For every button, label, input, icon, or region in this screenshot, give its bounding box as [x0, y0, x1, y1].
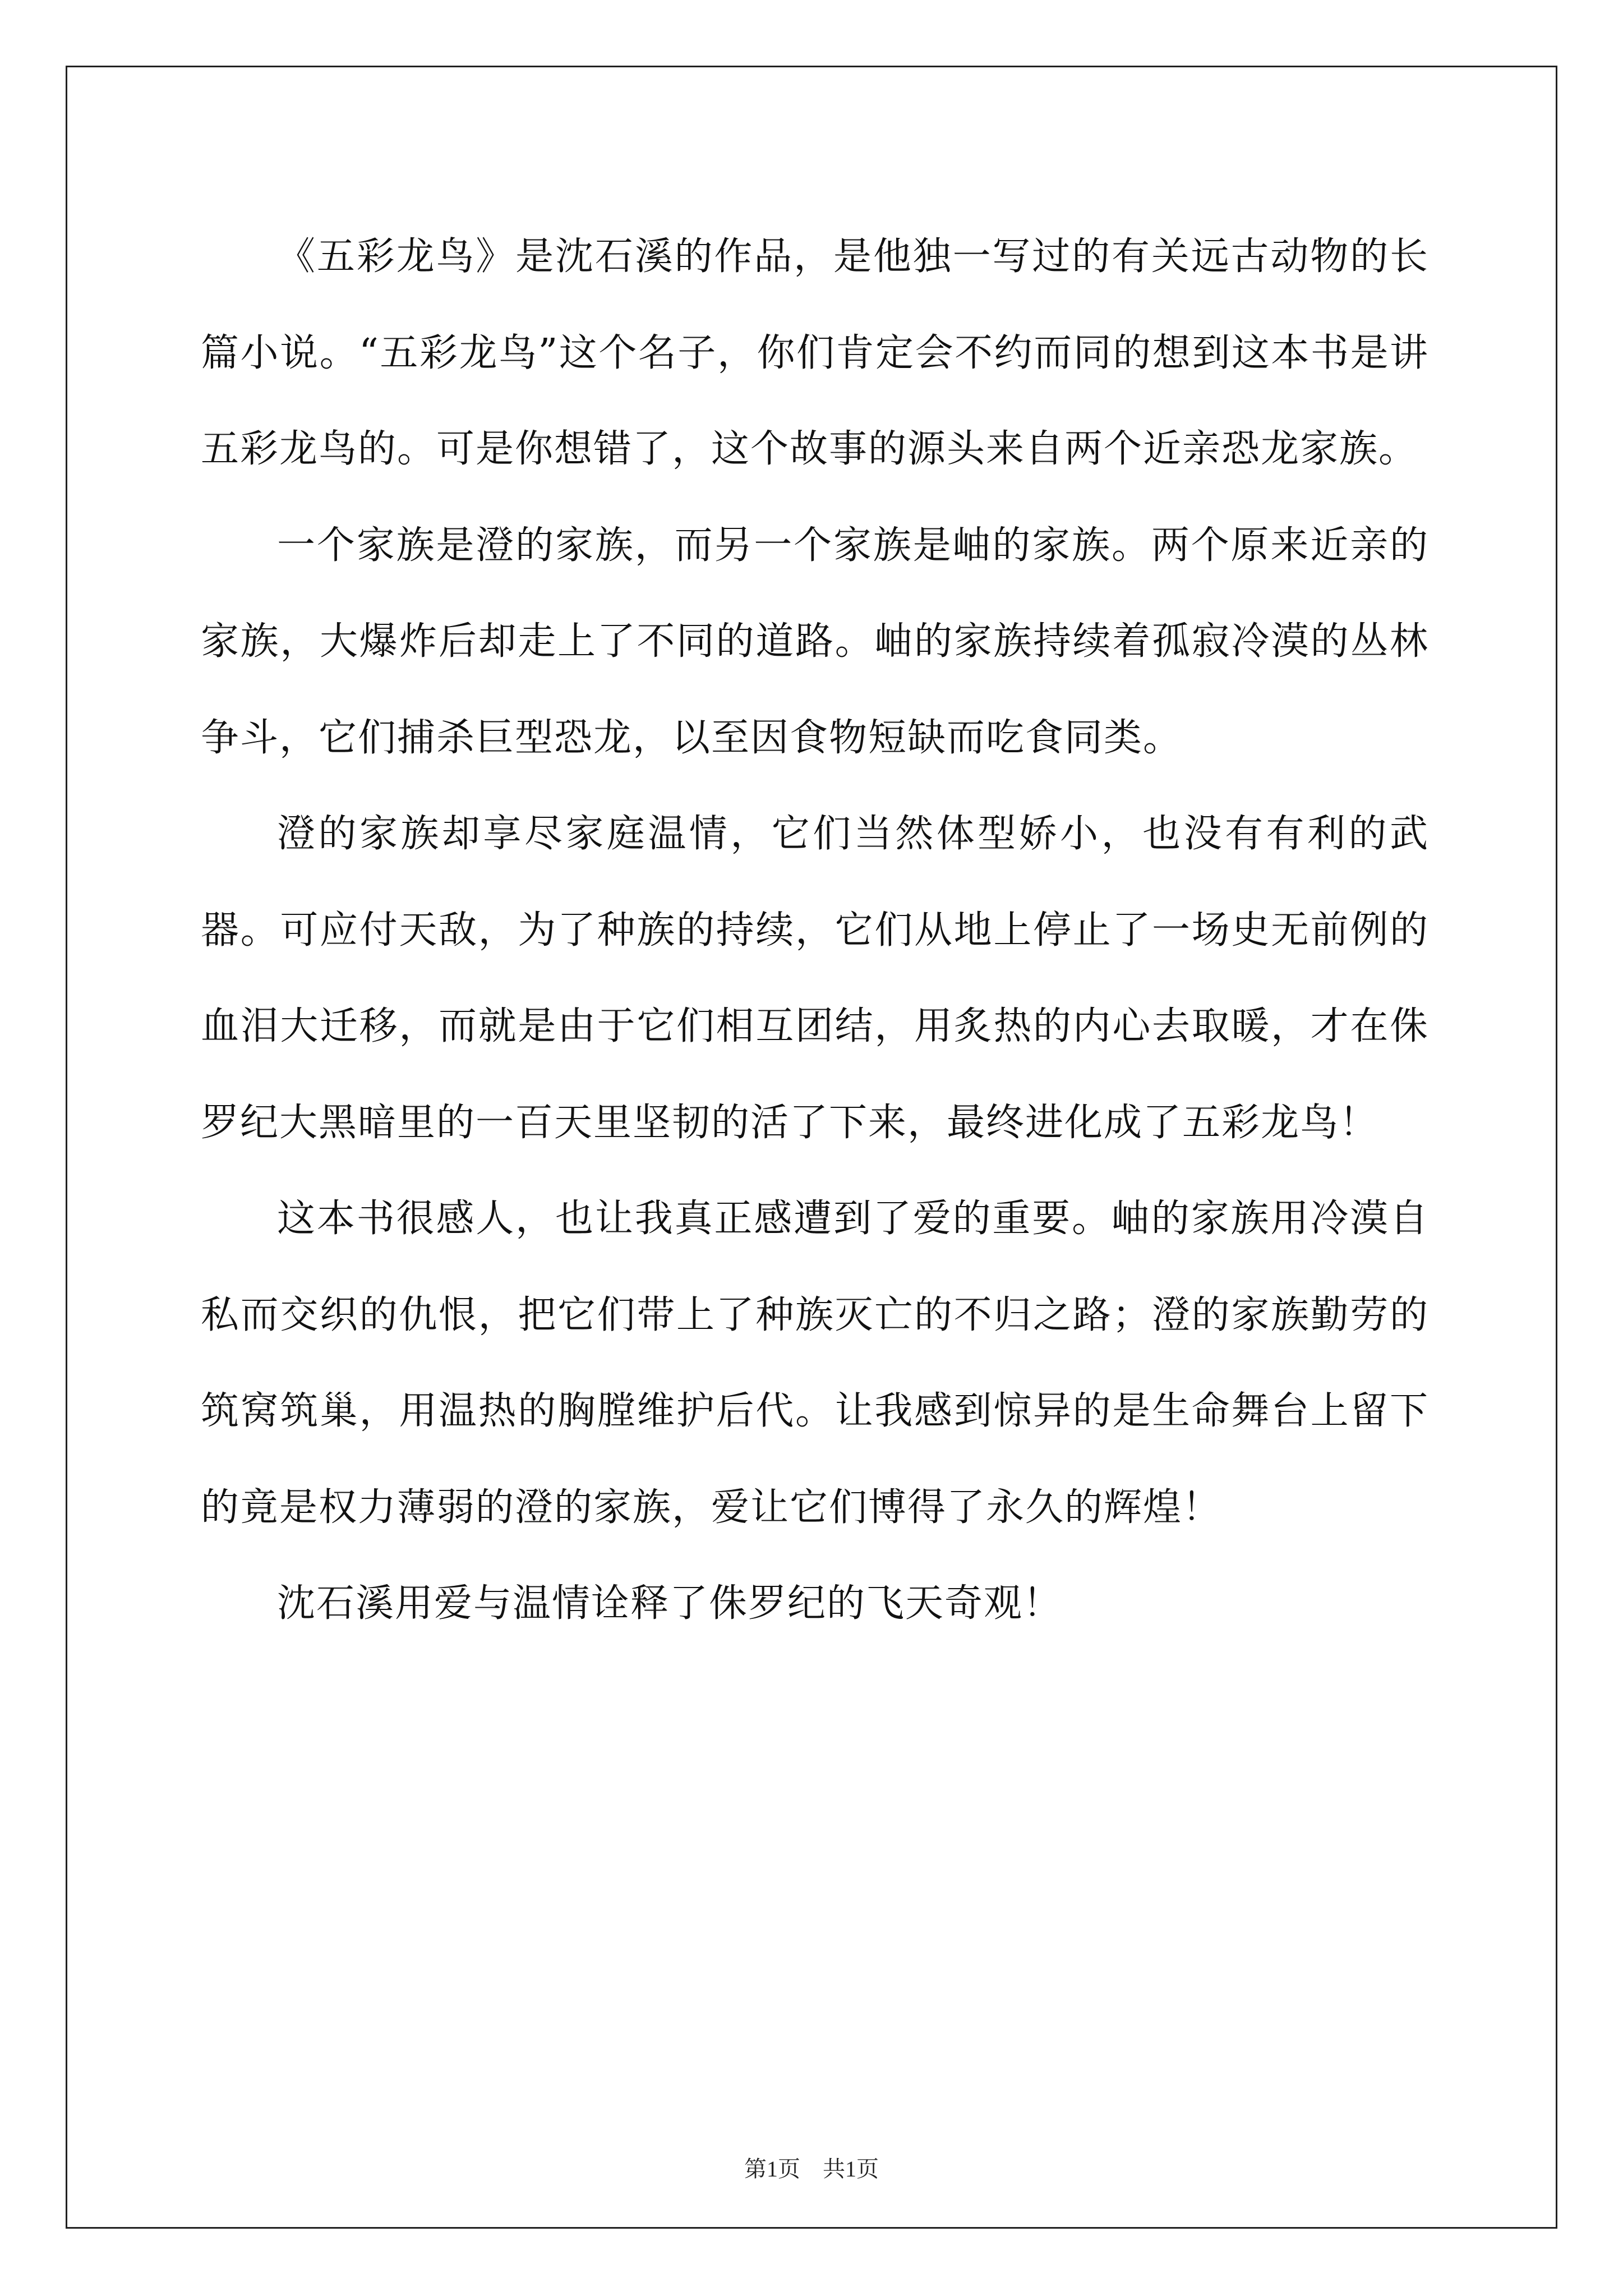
paragraph-1: 《五彩龙鸟》是沈石溪的作品，是他独一写过的有关远古动物的长篇小说。“五彩龙鸟”这个名子，你们肯定会不约而同的想到这本书是讲五彩龙鸟的。可是你想错了，这个故事的源头来自两个近亲恐龙家族。	[201, 234, 1429, 471]
paragraph-4: 这本书很感人，也让我真正感遭到了爱的重要。岫的家族用冷漠自私而交织的仇恨，把它们带上了种族灭亡的不归之路；澄的家族勤劳的筑窝筑巢，用温热的胸膛维护后代。让我感到惊异的是生命舞台上留下的竟是权力薄弱的澄的家族，爱让它们博得了永久的辉煌！	[201, 1197, 1429, 1530]
paragraph-2: 一个家族是澄的家族，而另一个家族是岫的家族。两个原来近亲的家族，大爆炸后却走上了不同的道路。岫的家族持续着孤寂冷漠的丛林争斗，它们捕杀巨型恐龙，以至因食物短缺而吃食同类。	[201, 523, 1429, 760]
paragraph-5: 沈石溪用爱与温情诠释了侏罗纪的飞天奇观！	[277, 1581, 1063, 1626]
page-footer	[0, 2152, 1623, 2186]
paragraph-3: 澄的家族却享尽家庭温情，它们当然体型娇小，也没有有利的武器。可应付天敌，为了种族的持续，它们从地上停止了一场史无前例的血泪大迁移，而就是由于它们相互团结，用炙热的内心去取暖，才在侏罗纪大黑暗里的一百天里坚韧的活了下来，最终进化成了五彩龙鸟！	[201, 812, 1429, 1145]
document-body	[201, 209, 1429, 1652]
page-number-current: 第1页	[744, 2156, 800, 2182]
page-number-total: 共1页	[823, 2156, 879, 2182]
